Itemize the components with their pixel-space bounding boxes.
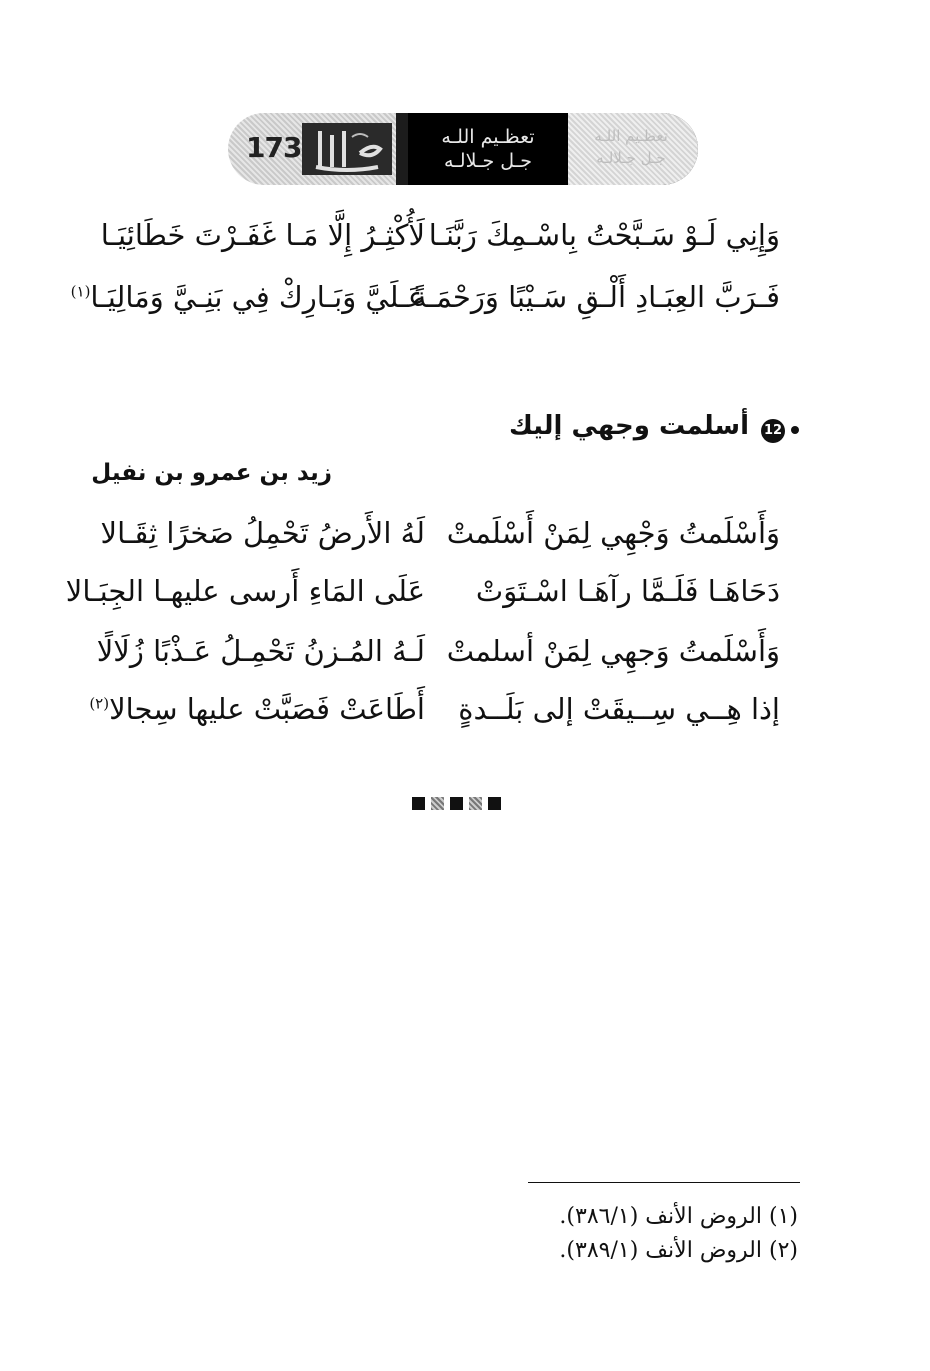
banner-ghost-line1: تعظـيم اللـه [594,127,668,145]
poem2-line4-left [89,692,425,726]
banner-title-line1: تعظـيم اللـه [441,126,535,148]
poem2-line3-left: لَـهُ المُـزنُ تَحْمِـلُ عَـذْبًا زُلَالًا [96,634,425,668]
footnote-rule [528,1182,800,1183]
header-banner [228,113,698,185]
divider-square [431,797,444,810]
divider-square [469,797,482,810]
footnote-ref-1: (١) [70,282,91,301]
bullet-icon [791,426,799,434]
poem-author: زيد بن عمرو بن نفيل [91,460,332,486]
poem1-line2-left-text: عَـلَيَّ وَبَـارِكْ فِي بَنِـيَّ وَمَالِيَـا [90,280,425,314]
banner-title [414,125,562,173]
poem1-line2-right: فَـرَبَّ العِبَـادِ أَلْـقِ سَـيْبًا وَرَحْمَـةً [412,280,780,314]
poem2-line4-left-text: أَطَاعَتْ فَصَبَّتْ عليها سِجالا [109,692,425,726]
poem1-line2-left [70,280,425,314]
footnote-1: (١) الروض الأنف (٣٨٦/١). [559,1204,798,1229]
footnote-2: (٢) الروض الأنف (٣٨٩/١). [559,1238,798,1263]
banner-ghost-text [572,125,690,169]
banner-ghost-line2: جـل جـلالـه [596,149,666,167]
poem2-line1-left: لَهُ الأَرضُ تَحْمِلُ صَخرًا ثِقَـالا [100,516,425,550]
poem2-line4-right: إذا هِــي سِــيقَتْ إلى بَلَــدةٍ [458,692,780,726]
poem2-line3-right: وَأَسْلَمتُ وَجهِي لِمَنْ أسلمتْ [446,634,780,668]
poem1-line1-right: وَإِنِي لَـوْ سَـبَّحْتُ بِاسْـمِكَ رَبَّنَـا [428,218,780,252]
section-number-badge: 12 [761,419,785,443]
poem2-line2-right: دَحَاهَـا فَلَـمَّا رآهَـا اسْـتَوَتْ [475,574,780,608]
page-number: 173 [246,131,302,164]
divider-square [488,797,501,810]
banner-title-line2: جـل جـلالـه [444,150,532,172]
poem1-line1-left: لَأُكْثِـرُ إِلَّا مَـا غَفَـرْتَ خَطَائِيَـا [100,218,425,252]
poem2-line1-right: وَأَسْلَمتُ وَجْهِي لِمَنْ أَسْلَمتْ [446,516,780,550]
poem2-line2-left: عَلَى المَاءِ أَرسى عليهـا الجِبَـالا [65,574,425,608]
section-title: أسلمت وجهي إليك [508,411,749,441]
allah-calligraphy-icon [302,123,392,175]
footnote-ref-2: (٢) [89,694,110,713]
ornament-divider [412,797,501,811]
divider-square [450,797,463,810]
divider-square [412,797,425,810]
